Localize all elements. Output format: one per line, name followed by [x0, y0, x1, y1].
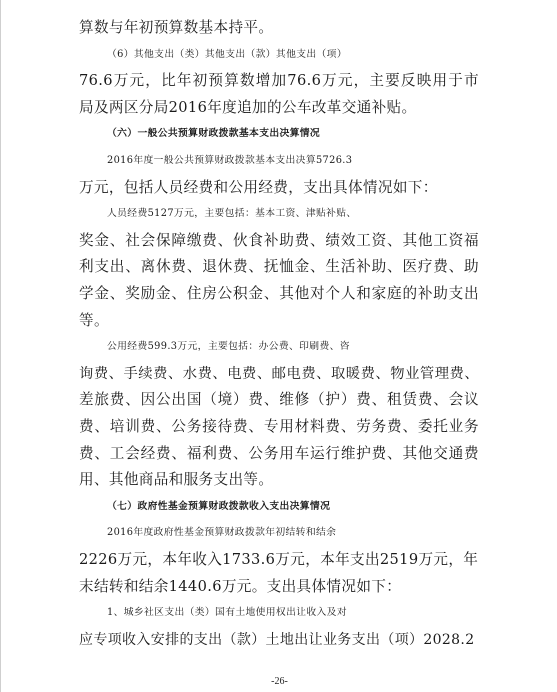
- paragraph-line: 2016年度政府性基金预算财政拨款年初结转和结余: [107, 527, 337, 539]
- paragraph-line: 奖金、社会保障缴费、伙食补助费、绩效工资、其他工资福: [79, 231, 479, 249]
- page-number: -26-: [271, 676, 288, 687]
- paragraph-line: 学金、奖励金、住房公积金、其他对个人和家庭的补助支出: [79, 285, 479, 302]
- paragraph-line: 1、城乡社区支出（类）国有土地使用权出让收入及对: [107, 607, 347, 619]
- paragraph-line: 差旅费、因公出国（境）费、维修（护）费、租赁费、会议: [79, 391, 479, 409]
- paragraph-line: 万元，包括人员经费和公用经费，支出具体情况如下：: [79, 178, 438, 196]
- paragraph-line: 费、工会经费、福利费、公务用车运行维护费、其他交通费: [79, 444, 479, 462]
- paragraph-line: 人员经费5127万元，主要包括：基本工资、津贴补贴、: [107, 208, 357, 220]
- paragraph-line: 公用经费599.3万元，主要包括：办公费、印刷费、咨: [107, 341, 350, 353]
- paragraph-line: 2226万元，本年收入1733.6万元，本年支出2519万元，年: [79, 551, 479, 568]
- paragraph-line: 76.6万元，比年初预算数增加76.6万元，主要反映用于市: [79, 72, 479, 90]
- paragraph-line: 用、其他商品和服务支出等。: [79, 471, 274, 489]
- section-heading: （六）一般公共预算财政拨款基本支出决算情况: [107, 128, 321, 140]
- section-heading: （七）政府性基金预算财政拨款收入支出决算情况: [107, 500, 331, 512]
- paragraph-line: 询费、手续费、水费、电费、邮电费、取暖费、物业管理费、: [79, 365, 479, 382]
- paragraph-line: （6）其他支出（类）其他支出（款）其他支出（项）: [107, 48, 347, 60]
- paragraph-line: 2016年度一般公共预算财政拨款基本支出决算5726.3: [107, 155, 353, 166]
- paragraph-line: 末结转和结余1440.6万元。支出具体情况如下：: [79, 577, 402, 595]
- paragraph-line: 等。: [79, 311, 109, 329]
- paragraph-line: 局及两区分局2016年度追加的公车改革交通补贴。: [79, 98, 417, 116]
- paragraph-line: 算数与年初预算数基本持平。: [79, 19, 274, 36]
- paragraph-line: 费、培训费、公务接待费、专用材料费、劳务费、委托业务: [79, 418, 479, 435]
- paragraph-line: 利支出、离休费、退休费、抚恤金、生活补助、医疗费、助: [79, 258, 479, 276]
- paragraph-line: 应专项收入安排的支出（款）土地出让业务支出（项）2028.2: [79, 631, 475, 648]
